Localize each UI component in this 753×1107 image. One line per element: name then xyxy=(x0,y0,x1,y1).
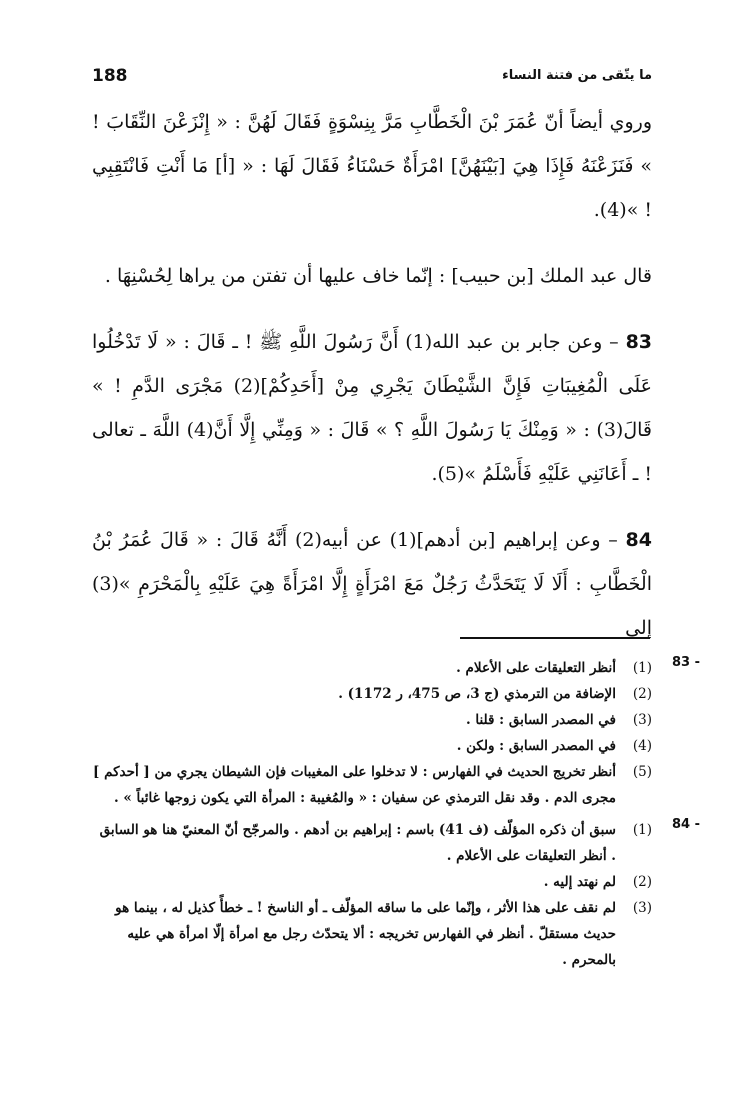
footnote-group-84 xyxy=(92,817,700,973)
footnote-text: في المصدر السابق : ولكن . xyxy=(456,738,616,754)
footnote-group-label: 83 - xyxy=(671,655,700,670)
footnote-group-label: 84 - xyxy=(671,817,700,832)
main-text xyxy=(92,100,652,650)
paragraph-83 xyxy=(92,320,652,496)
footnote-number: (3) xyxy=(632,712,652,728)
paragraph-abd-al-malik: قال عبد الملك [بن حبيب] : إنّما خاف عليها أن تفتن من يراها لِحُسْنِهَا . xyxy=(104,265,652,287)
paragraph-number: 84 xyxy=(625,529,652,551)
paragraph-text: – وعن جابر بن عبد الله(1) أَنَّ رَسُولَ اللَّهِ ﷺ ! ـ قَالَ : « لَا تَدْخُلُوا عَلَى الْمُغِيبَاتِ فَإِنَّ الشَّيْطَانَ يَجْرِي مِنْ [أَحَدِكُمْ](2) مَجْرَى الدَّمِ ! » قَالَ(3) : « وَمِنْكَ يَا رَسُولَ اللَّهِ ؟ » قَالَ : « وَمِنِّي إِلَّا أَنَّ(4) اللَّهَ ـ تعالى ! ـ أَعَانَنِي عَلَيْهِ فَأَسْلَمُ »(5). xyxy=(92,331,652,485)
footnote xyxy=(92,707,652,733)
paragraph-84 xyxy=(92,518,652,650)
footnote xyxy=(92,681,652,707)
footnote-number: (2) xyxy=(632,686,652,702)
page-header xyxy=(92,66,652,92)
footnote xyxy=(92,817,652,869)
footnote-text: لم نقف على هذا الأثر ، وإنّما على ما ساقه المؤلّف ـ أو الناسخ ! ـ خطأً كذيل له ، بينما هو حديث مستقلّ . أنظر في الفهارس تخريجه : ألا يتحدّث رجل مع امرأة إلّا امرأة هي عليه بالمحرم . xyxy=(115,900,616,968)
footnote-divider xyxy=(460,637,650,639)
page-number: 188 xyxy=(92,66,128,86)
footnote-number: (1) xyxy=(632,822,652,838)
footnote-number: (5) xyxy=(632,764,652,780)
footnote-text: أنظر التعليقات على الأعلام . xyxy=(456,660,616,676)
footnote xyxy=(92,655,652,681)
footnote-text: في المصدر السابق : قلنا . xyxy=(465,712,616,728)
footnote-number: (1) xyxy=(632,660,652,676)
footnote xyxy=(92,895,652,973)
footnote xyxy=(92,869,652,895)
footnote-text: أنظر تخريج الحديث في الفهارس : لا تدخلوا على المغيبات فإن الشيطان يجري من [ أحدكم ] مجرى الدم . وقد نقل الترمذي عن سفيان : « والمُغيبة : المرأة التي يكون زوجها غائباً » . xyxy=(93,764,616,806)
paragraph-text: – وعن إبراهيم [بن أدهم](1) عن أبيه(2) أَنَّهُ قَالَ : « قَالَ عُمَرُ بْنُ الْخَطَّابِ : أَلَا لَا يَتَحَدَّثُ رَجُلٌ مَعَ امْرَأَةٍ إِلَّا امْرَأَةً هِيَ عَلَيْهِ بِالْمَحْرَمِ »(3) إلى xyxy=(92,529,652,639)
footnote-number: (2) xyxy=(632,874,652,890)
footnote-group-83 xyxy=(92,655,700,811)
running-title: ما يتّقى من فتنة النساء xyxy=(502,68,652,83)
footnote xyxy=(92,759,652,811)
paragraph-number: 83 xyxy=(625,331,653,353)
footnote-text: لم نهتد إليه . xyxy=(543,874,616,890)
paragraph-umar-niqab: وروي أيضاً أنّ عُمَرَ بْنَ الْخَطَّابِ مَرَّ بِنِسْوَةٍ فَقَالَ لَهُنَّ : « إِنْزَعْنَ النِّقَابَ ! » فَنَزَعْنَهُ فَإِذَا هِيَ [بَيْنَهُنَّ] امْرَأَةٌ حَسْنَاءُ فَقَالَ لَهَا : « [أ] مَا أَنْتِ فَانْتَقِبِي ! »(4). xyxy=(92,111,652,221)
footnote-number: (4) xyxy=(632,738,652,754)
footnote xyxy=(92,733,652,759)
footnote-number: (3) xyxy=(632,900,652,916)
footnotes xyxy=(92,655,700,979)
footnote-text: الإضافة من الترمذي (ج 3، ص 475، ر 1172) . xyxy=(338,686,616,702)
footnote-text: سبق أن ذكره المؤلّف (ف 41) باسم : إبراهيم بن أدهم . والمرجّح أنّ المعنيّ هنا هو السابق . أنظر التعليقات على الأعلام . xyxy=(99,822,616,864)
